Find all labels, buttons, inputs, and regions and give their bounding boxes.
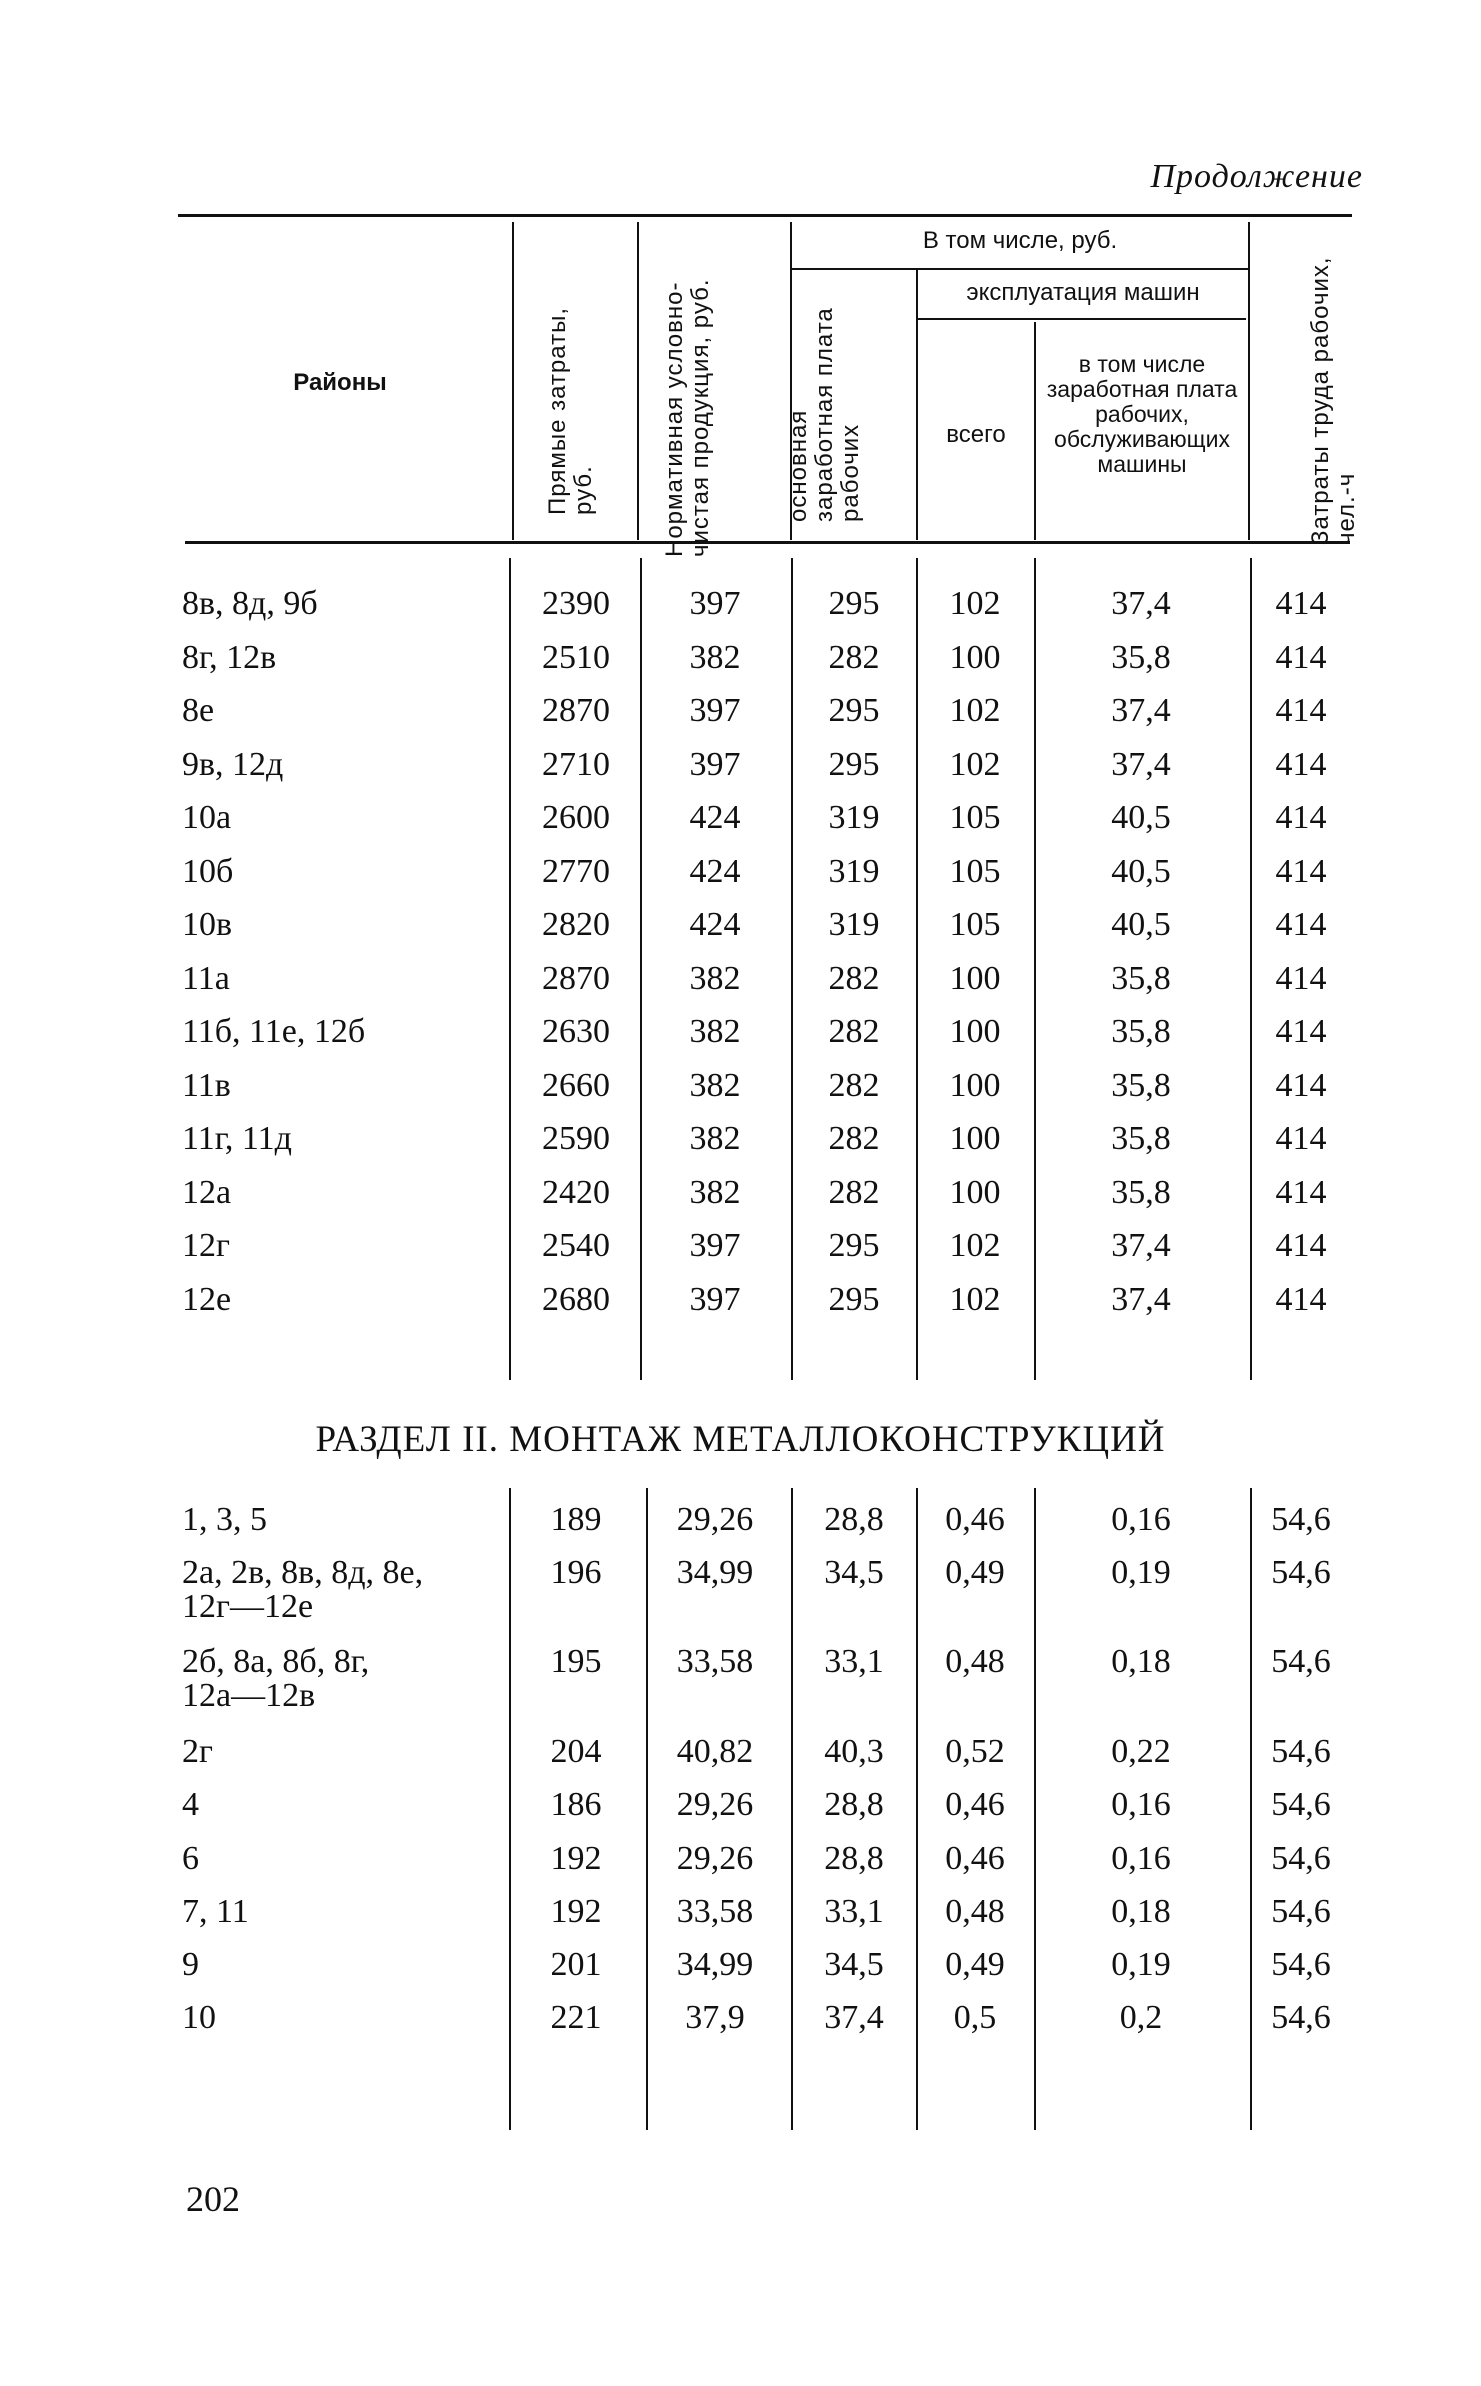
normative-cell: 37,9 (685, 1999, 745, 2036)
machines-wage-cell: 0,18 (1111, 1893, 1171, 1930)
header-col-rule-2 (637, 222, 639, 540)
direct-cell: 186 (550, 1786, 602, 1823)
page-number: 202 (186, 2179, 240, 2219)
direct-cell: 192 (550, 1893, 602, 1930)
district-cell: 9 (182, 1946, 199, 1983)
district-cell: 6 (182, 1840, 199, 1877)
base-wage-cell: 319 (828, 852, 880, 890)
district-cell: 12а (182, 1173, 232, 1211)
base-wage-cell: 282 (828, 1066, 880, 1104)
header-machine-wage: в том числе заработная плата рабочих, обслуживающих машины (1046, 351, 1238, 477)
labor-cell: 54,6 (1271, 1501, 1331, 1538)
header-including-group: В том числе, руб. (922, 227, 1118, 254)
header-machine-total: всего (946, 421, 1006, 448)
machines-total-cell: 105 (949, 906, 1001, 943)
header-top-rule (178, 214, 1352, 217)
machines-wage-cell: 0,16 (1111, 1840, 1171, 1877)
labor-cell: 414 (1275, 745, 1327, 783)
machines-total-cell: 102 (949, 585, 1001, 622)
direct-cell: 2870 (542, 959, 610, 997)
base-wage-cell: 28,8 (824, 1840, 884, 1877)
labor-cell: 414 (1275, 1280, 1327, 1318)
district-cell: 10а (182, 799, 232, 836)
base-wage-cell: 319 (828, 799, 880, 836)
machines-total-cell: 0,5 (953, 1999, 997, 2036)
machines-total-cell: 100 (949, 1173, 1001, 1211)
district-cell: 9в, 12д (182, 745, 284, 783)
labor-cell: 414 (1275, 1227, 1327, 1264)
machines-wage-cell: 40,5 (1111, 799, 1171, 836)
machines-total-cell: 0,48 (945, 1893, 1005, 1930)
base-wage-cell: 34,5 (824, 1554, 884, 1591)
labor-cell: 414 (1275, 1066, 1327, 1104)
normative-cell: 397 (689, 745, 741, 783)
base-wage-cell: 28,8 (824, 1501, 884, 1538)
machines-total-cell: 102 (949, 692, 1001, 729)
labor-cell: 54,6 (1271, 1733, 1331, 1770)
base-wage-cell: 282 (828, 1013, 880, 1050)
machines-wage-cell: 0,16 (1111, 1786, 1171, 1823)
machines-wage-cell: 35,8 (1111, 1013, 1171, 1050)
header-col-rule-6 (1248, 222, 1250, 540)
machines-total-cell: 0,49 (945, 1554, 1005, 1591)
machines-total-cell: 0,48 (945, 1643, 1005, 1680)
normative-cell: 40,82 (676, 1733, 754, 1770)
normative-cell: 29,26 (676, 1501, 754, 1538)
header-normative-output: Нормативная условно-чистая продукция, руб. (661, 278, 714, 557)
header-direct-costs: Прямые затраты, руб. (544, 307, 597, 515)
s1-col-rule-1 (509, 558, 511, 1380)
machines-total-cell: 100 (949, 638, 1001, 676)
header-bottom-rule (185, 541, 1350, 544)
labor-cell: 414 (1275, 906, 1327, 943)
machines-total-cell: 102 (949, 1280, 1001, 1318)
normative-cell: 424 (689, 906, 741, 943)
direct-cell: 2710 (542, 745, 610, 783)
direct-cell: 2420 (542, 1173, 610, 1211)
labor-cell: 54,6 (1271, 1643, 1331, 1680)
labor-cell: 54,6 (1271, 1840, 1331, 1877)
normative-cell: 397 (689, 585, 741, 622)
labor-cell: 414 (1275, 1173, 1327, 1211)
district-cell: 12г (182, 1227, 230, 1264)
normative-cell: 424 (689, 852, 741, 890)
district-cell: 10б (182, 852, 234, 890)
labor-cell: 414 (1275, 692, 1327, 729)
machines-total-cell: 0,46 (945, 1786, 1005, 1823)
district-cell: 2г (182, 1733, 213, 1770)
header-districts: Районы (293, 369, 387, 396)
direct-cell: 2680 (542, 1280, 610, 1318)
machines-total-cell: 0,46 (945, 1501, 1005, 1538)
district-cell: 11г, 11д (182, 1120, 292, 1157)
base-wage-cell: 282 (828, 1120, 880, 1157)
header-col-rule-5 (1034, 322, 1036, 540)
district-cell: 11б, 11е, 12б (182, 1013, 366, 1050)
district-cell: 8в, 8д, 9б (182, 585, 318, 622)
normative-cell: 424 (689, 799, 741, 836)
direct-cell: 2590 (542, 1120, 610, 1157)
labor-cell: 414 (1275, 638, 1327, 676)
district-cell-continued: 12а—12в (182, 1677, 316, 1714)
base-wage-cell: 37,4 (824, 1999, 884, 2036)
machines-total-cell: 0,46 (945, 1840, 1005, 1877)
direct-cell: 2540 (542, 1227, 610, 1264)
direct-cell: 201 (550, 1946, 602, 1983)
base-wage-cell: 282 (828, 638, 880, 676)
header-col-rule-4 (916, 270, 918, 540)
normative-cell: 33,58 (676, 1893, 754, 1930)
direct-cell: 2820 (542, 906, 610, 943)
normative-cell: 29,26 (676, 1786, 754, 1823)
including-group-rule (790, 268, 1248, 270)
machines-wage-cell: 35,8 (1111, 1173, 1171, 1211)
normative-cell: 34,99 (676, 1554, 754, 1591)
labor-cell: 414 (1275, 1120, 1327, 1157)
district-cell: 11в (182, 1066, 231, 1104)
base-wage-cell: 28,8 (824, 1786, 884, 1823)
district-cell: 11а (182, 959, 230, 997)
s2-col-rule-1 (509, 1488, 511, 2130)
normative-cell: 397 (689, 1227, 741, 1264)
base-wage-cell: 33,1 (824, 1893, 884, 1930)
labor-cell: 54,6 (1271, 1946, 1331, 1983)
normative-cell: 382 (689, 1120, 741, 1157)
normative-cell: 382 (689, 1013, 741, 1050)
labor-cell: 54,6 (1271, 1554, 1331, 1591)
direct-cell: 2510 (542, 638, 610, 676)
district-cell: 8г, 12в (182, 638, 277, 676)
direct-cell: 189 (550, 1501, 602, 1538)
direct-cell: 2630 (542, 1013, 610, 1050)
direct-cell: 221 (550, 1999, 602, 2036)
labor-cell: 54,6 (1271, 1893, 1331, 1930)
normative-cell: 382 (689, 1173, 741, 1211)
machines-total-cell: 102 (949, 745, 1001, 783)
base-wage-cell: 295 (828, 1280, 880, 1318)
district-cell-continued: 12г—12е (182, 1588, 314, 1625)
machines-wage-cell: 35,8 (1111, 959, 1171, 997)
base-wage-cell: 282 (828, 1173, 880, 1211)
direct-cell: 2600 (542, 799, 610, 836)
normative-cell: 382 (689, 638, 741, 676)
machines-total-cell: 102 (949, 1227, 1001, 1264)
machines-wage-cell: 40,5 (1111, 852, 1171, 890)
machines-total-cell: 100 (949, 1120, 1001, 1157)
district-cell: 7, 11 (182, 1893, 249, 1930)
base-wage-cell: 40,3 (824, 1733, 884, 1770)
direct-cell: 2390 (542, 585, 610, 622)
machines-wage-cell: 35,8 (1111, 638, 1171, 676)
machine-operation-rule (916, 318, 1246, 320)
base-wage-cell: 319 (828, 906, 880, 943)
district-cell: 12е (182, 1280, 232, 1318)
base-wage-cell: 295 (828, 1227, 880, 1264)
labor-cell: 414 (1275, 852, 1327, 890)
labor-cell: 54,6 (1271, 1786, 1331, 1823)
base-wage-cell: 295 (828, 585, 880, 622)
direct-cell: 204 (550, 1733, 602, 1770)
direct-cell: 192 (550, 1840, 602, 1877)
normative-cell: 33,58 (676, 1643, 754, 1680)
machines-total-cell: 100 (949, 1013, 1001, 1050)
base-wage-cell: 295 (828, 745, 880, 783)
base-wage-cell: 33,1 (824, 1643, 884, 1680)
direct-cell: 196 (550, 1554, 602, 1591)
machines-wage-cell: 35,8 (1111, 1066, 1171, 1104)
header-base-wage: основная заработная плата рабочих (785, 307, 864, 522)
continuation-label: Продолжение (1150, 158, 1363, 195)
machines-wage-cell: 0,19 (1111, 1946, 1171, 1983)
labor-cell: 54,6 (1271, 1999, 1331, 2036)
normative-cell: 382 (689, 1066, 741, 1104)
labor-cell: 414 (1275, 585, 1327, 622)
header-machine-operation: эксплуатация машин (966, 279, 1200, 306)
district-cell: 1, 3, 5 (182, 1501, 267, 1538)
machines-wage-cell: 37,4 (1111, 692, 1171, 729)
direct-cell: 2660 (542, 1066, 610, 1104)
machines-total-cell: 105 (949, 799, 1001, 836)
machines-wage-cell: 37,4 (1111, 585, 1171, 622)
labor-cell: 414 (1275, 1013, 1327, 1050)
normative-cell: 382 (689, 959, 741, 997)
section2-title: РАЗДЕЛ II. МОНТАЖ МЕТАЛЛОКОНСТРУКЦИЙ (315, 1419, 1166, 1460)
machines-wage-cell: 0,18 (1111, 1643, 1171, 1680)
machines-wage-cell: 0,16 (1111, 1501, 1171, 1538)
labor-cell: 414 (1275, 959, 1327, 997)
machines-wage-cell: 37,4 (1111, 1280, 1171, 1318)
machines-total-cell: 100 (949, 959, 1001, 997)
normative-cell: 397 (689, 692, 741, 729)
machines-total-cell: 105 (949, 852, 1001, 890)
normative-cell: 29,26 (676, 1840, 754, 1877)
district-cell: 2б, 8а, 8б, 8г, (182, 1643, 370, 1680)
machines-wage-cell: 40,5 (1111, 906, 1171, 943)
normative-cell: 397 (689, 1280, 741, 1318)
machines-total-cell: 0,52 (945, 1733, 1005, 1770)
district-cell: 8е (182, 692, 215, 729)
base-wage-cell: 295 (828, 692, 880, 729)
labor-cell: 414 (1275, 799, 1327, 836)
district-cell: 10 (182, 1999, 216, 2036)
header-labor-costs: Затраты труда рабочих, чел.-ч (1307, 256, 1360, 545)
machines-total-cell: 0,49 (945, 1946, 1005, 1983)
district-cell: 2а, 2в, 8в, 8д, 8е, (182, 1554, 424, 1591)
district-cell: 10в (182, 906, 233, 943)
base-wage-cell: 282 (828, 959, 880, 997)
machines-wage-cell: 37,4 (1111, 745, 1171, 783)
machines-total-cell: 100 (949, 1066, 1001, 1104)
direct-cell: 2770 (542, 852, 610, 890)
base-wage-cell: 34,5 (824, 1946, 884, 1983)
direct-cell: 2870 (542, 692, 610, 729)
machines-wage-cell: 0,22 (1111, 1733, 1171, 1770)
machines-wage-cell: 0,2 (1119, 1999, 1163, 2036)
machines-wage-cell: 37,4 (1111, 1227, 1171, 1264)
district-cell: 4 (182, 1786, 199, 1823)
direct-cell: 195 (550, 1643, 602, 1680)
normative-cell: 34,99 (676, 1946, 754, 1983)
machines-wage-cell: 35,8 (1111, 1120, 1171, 1157)
machines-wage-cell: 0,19 (1111, 1554, 1171, 1591)
header-col-rule-1 (512, 222, 514, 540)
